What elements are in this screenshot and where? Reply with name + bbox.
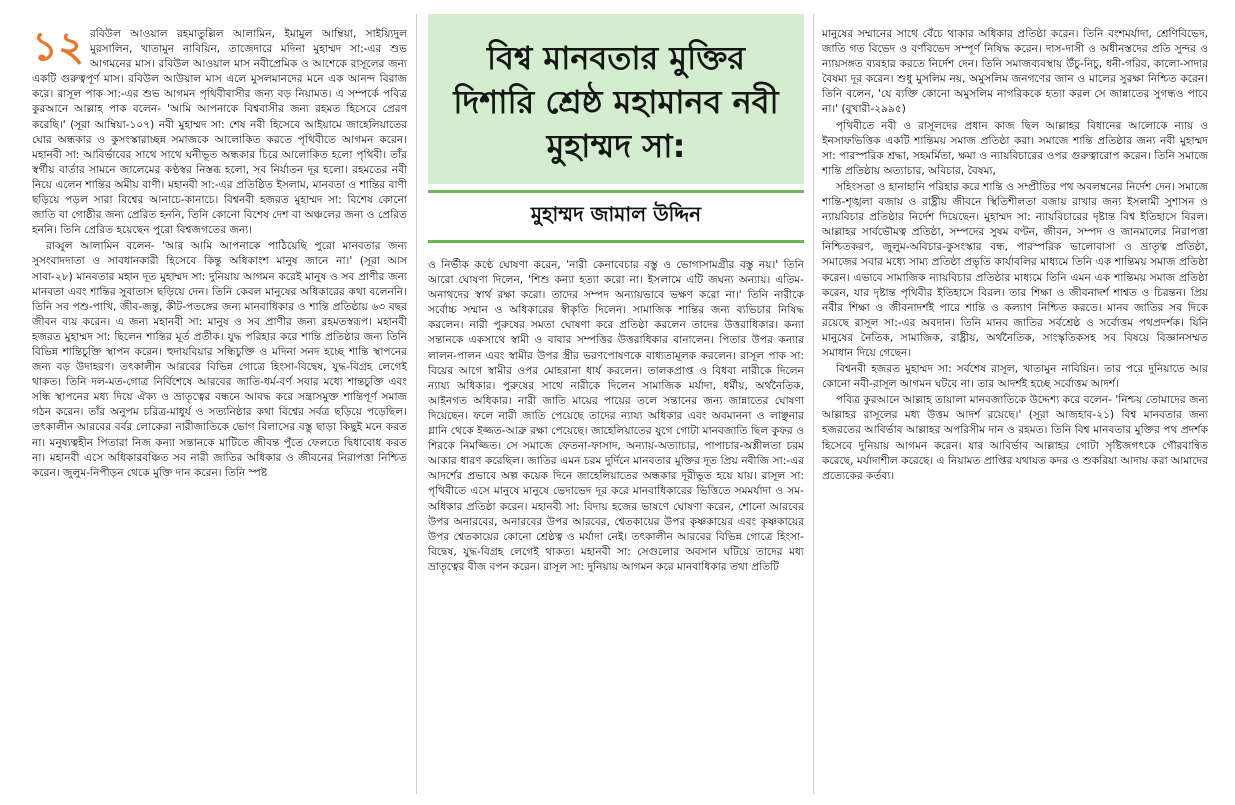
paragraph: মানুষের সম্মানের সাথে বেঁচে থাকার অধিকার প্রতিষ্ঠা করেন। তিনি বংশমর্যাদা, শ্রেণিবিভেদ, জাতি গত বিভেদ ও বর্ণবিভেদ সম্পূর্ণ নিষিদ্ধ করেন। দাস-দাসী ও অধীনস্তদের প্রতি সুন্দর ও ন্যায়সঙ্গত ব্যবহার করতে নির্দেশ দেন। তিনি সমাজব্যবস্থায় উঁচু-নিচু, ধনী-গরিব, কালো-সাদার বৈষম্য দূর করেন। শুধু মুসলিম নয়, অমুসলিম জনগণের জান ও মালের সুরক্ষা নিশ্চিত করেন। তিনি বলেন, 'যে ব্যক্তি কোনো অমুসলিম নাগরিককে হত্যা করল সে জান্নাতের সুগন্ধও পাবে না।' (বুখারী-২৯৯৫) [822, 28, 1208, 116]
article-column-2 [428, 258, 804, 798]
article-column-1 [32, 27, 407, 797]
headline: বিশ্ব মানবতার মুক্তির দিশারি শ্রেষ্ঠ মহামানব নবী মুহাম্মদ সা: [453, 39, 779, 165]
paragraph: রাব্বুল আলামিন বলেন- 'আর আমি আপনাকে পাঠিয়েছি পুরো মানবতার জন্য সুসংবাদদাতা ও সাবধানকারী হিসেবে কিন্তু অধিকাংশ মানুষ জানে না।' (সূরা আস সাবা-২৮) মানবতার মহান দূত মুহাম্মদ সা: দুনিয়ায় আগমন করেই মানুষ ও সব প্রাণীর জন্য মানবতা এবং শান্তির সুবাতাস ছড়িয়ে দেন। তিনি কেবল মানুষের অধিকারের কথা বলেননি। তিনি সব পশু-পাখি, জীব-জন্তু, কীট-পতঙ্গের জন্য মানবাধিকার ও শান্তি প্রতিষ্ঠায় ৬৩ বছর জীবন ব্যয় করেন। এ জন্য মহানবী সা: মানুষ ও সব প্রাণীর জন্য রহমতস্বরূপ। মহানবী হজরত মুহাম্মদ সা: ছিলেন শান্তির মূর্ত প্রতীক। যুদ্ধ পরিহার করে শান্তি প্রতিষ্ঠার জন্য তিনি বিভিন্ন শান্তিচুক্তি স্থাপন করেন। হুদায়বিয়ার সন্ধিচুক্তি ও মদিনা সনদ হচ্ছে শান্তি স্থাপনের জন্য বড় উদাহরণ। তৎকালীন আরবের বিভিন্ন গোত্রে হিংসা-বিদ্বেষ, যুদ্ধ-বিগ্রহ লেগেই থাকত। তিনি দল-মত-গোত্র নির্বিশেষে আরবের জাতি-ধর্ম-বর্ণ সবার মধ্যে শান্তচুক্তি এবং সন্ধি স্থাপনের মধ্য দিয়ে ঐক্য ও ভ্রাতৃত্বের বন্ধনে আবদ্ধ করে সন্ত্রাসমুক্ত শান্তিপূর্ণ সমাজ গঠন করেন। তাঁর অনুপম চরিত্র-মাধুর্য ও সত্যনিষ্ঠার কথা বিশ্বের সর্বত্র ছড়িয়ে পড়েছিল। তৎকালীন আরবের বর্বর লোকেরা নারীজাতিকে ভোগ বিলাসের বস্তু ছাড়া কিছুই মনে করত না। মনুষ্যত্বহীন পিতারা নিজ কন্যা সন্তানকে মাটিতে জীবন্ত পুঁতে ফেলতে দ্বিধাবোধ করত না। মহানবী এসে অধিকারবঞ্চিত সব নারী জাতির অধিকার ও জীবনের নিরাপত্তা নিশ্চিত করেন। জুলুম-নিপীড়ন থেকে মুক্তি দান করেন। তিনি স্পষ্ট [32, 240, 407, 479]
byline-rule [428, 240, 804, 243]
paragraph: সহিংসতা ও হানাহানি পরিহার করে শান্তি ও সম্প্রীতির পথ অবলম্বনের নির্দেশ দেন। সমাজে শান্তি-শৃঙ্খলা বজায় ও রাষ্ট্রীয় জীবনে স্থিতিশীলতা বজায় রাখার জন্য ইসলামী সুশাসন ও ন্যায়বিচার প্রতিষ্ঠার নির্দেশ দিয়েছেন। মুহাম্মদ সা: ন্যায়বিচারের দৃষ্টান্ত বিশ্ব ইতিহাসে বিরল। আল্লাহর সার্বভৌমত্ব প্রতিষ্ঠা, সম্পদের সুষম বণ্টন, জীবন, সম্পদ ও জানমালের নিরাপত্তা নিশ্চিতকরণ, জুলুম-অবিচার-কুসংস্কার বন্ধ, পারস্পরিক ভালোবাসা ও ভ্রাতৃত্ব প্রতিষ্ঠা, সমাজের সবার মধ্যে সাম্য প্রতিষ্ঠা প্রভৃতি কার্যাবলির মাধ্যমে তিনি এক শান্তিময় সমাজ প্রতিষ্ঠা করেন। এভাবে সামাজিক ন্যায়বিচার প্রতিষ্ঠার মাধ্যমে তিনি এমন এক শান্তিময় সমাজ প্রতিষ্ঠা করেন, যার দৃষ্টান্ত পৃথিবীর ইতিহাসে বিরল। তার শিক্ষা ও জীবনাদর্শ শাশ্বত ও চিরন্তন। প্রিয় নবীর শিক্ষা ও জীবনাদর্শই পারে শান্তি ও কল্যাণ নিশ্চিত করতে। মানব জাতির সব দিকে রয়েছে রাসূল সা:-এর অবদান। তিনি মানব জাতির সর্বশ্রেষ্ঠ ও সর্বোত্তম পথপ্রদর্শক। যিনি মানুষের নৈতিক, সামাজিক, রাষ্ট্রীয়, অর্থনৈতিক, সাংস্কৃতিকসহ সব বিষয়ে বিজ্ঞানসম্মত সমাধান দিয়ে গেছেন। [822, 180, 1208, 359]
paragraph: বিশ্বনবী হজরত মুহাম্মদ সা: সর্বশেষ রাসূল, খাতামুন নাবিয়িন। তার পরে দুনিয়াতে আর কোনো নবী-রাসূল আগমন ঘটবে না। তার আদর্শই হচ্ছে সর্বোত্তম আদর্শ। [822, 363, 1208, 391]
paragraph: পবিত্র কুরআনে আল্লাহ তায়ালা মানবজাতিকে উদ্দেশ্য করে বলেন- 'নিশ্চয় তোমাদের জন্য আল্লাহর রাসূলের মধ্য উত্তম আদর্শ রয়েছে।' (সূরা আজহাব-২১) বিশ্ব মানবতার জন্য হজরতের আবির্ভাব আল্লাহর অপরিসীম দান ও রহমত। তিনি বিশ্ব মানবতার মুক্তির পথ প্রদর্শক হিসেবে দুনিয়ায় আগমন করেন। যার আবির্ভাব আল্লাহর গোটা সৃষ্টিজগৎকে গৌরবান্বিত করেছে, মর্যাদাশীল করেছে। এ নিয়ামত প্রাপ্তির যথাযত কদর ও শুকরিয়া আদায় করা আমাদের প্রত্যেকের কর্তব্য। [822, 394, 1208, 482]
paragraph: পৃথিবীতে নবী ও রাসূলদের প্রধান কাজ ছিল আল্লাহর বিধানের আলোকে ন্যায় ও ইনসাফভিত্তিক একটি শান্তিময় সমাজ প্রতিষ্ঠা করা। সমাজে শান্তি প্রতিষ্ঠার জন্য নবী মুহাম্মদ সা: পারস্পরিক শ্রদ্ধা, সহমর্মিতা, ক্ষমা ও ন্যায়বিচারের ওপর গুরুত্বারোপ করেন। তিনি সমাজে শান্তি প্রতিষ্ঠায় অত্যাচার, অবিচার, বৈষম্য, [822, 119, 1208, 177]
headline-box [428, 14, 804, 184]
column-divider [813, 14, 814, 794]
byline: মুহাম্মদ জামাল উদ্দিন [530, 202, 702, 226]
column-divider [416, 14, 417, 794]
paragraph: ও নির্ভীক কণ্ঠে ঘোষণা করেন, 'নারী কেনাবেচার বস্তু ও ভোগাসামগ্রীর বস্তু নয়।' তিনি আরো ঘোষণা দিলেন, 'শিশু কন্যা হত্যা করো না। ইসলামে এটি জঘন্য অন্যায়। এতিম-অনাথদের স্বার্থ রক্ষা করো। তাদের সম্পদ অন্যায়ভাবে ভক্ষণ করো না।' তিনি নারীকে সর্বোচ্চ সম্মান ও অধিকারের স্বীকৃতি দিলেন। সামাজিক শান্তির জন্য ব্যভিচার নিষিদ্ধ করলেন। নারী পুরুষের সমতা ঘোষণা করে প্রতিষ্ঠা করলেন তাদের উত্তরাধিকার। কন্যা সন্তানকে একসাথে স্বামী ও বাবার সম্পত্তির উত্তরাধিকার বানালেন। পিতার উপর কন্যার লালন-পালন এবং স্বামীর উপর স্ত্রীর ভরণপোষণকে বাধ্যতামূলক করলেন। রাসূল পাক সা: বিয়ের আগে স্বামীর ওপর মোহরানা ধার্য করলেন। তালকপ্রাপ্ত ও বিধবা নারীকে দিলেন ন্যায্য অধিকার। পুরুষের সাথে নারীকে দিলেন সামাজিক মর্যাদা, ধর্মীয়, অর্থনৈতিক, আইনগত অধিকার। নারী জাতি মায়ের পায়ের তলে সন্তানের জন্য জান্নাতের ঘোষণা দিয়েছেন। ফলে নারী জাতি পেয়েছে তাদের ন্যায্য অধিকার এবং অবমাননা ও লাঞ্ছনার গ্লানি থেকে ইজ্জত-আব্রু রক্ষা পেয়েছে। জাহেলিয়াতের যুগে গোটা মানবজাতি ছিল কুফর ও শিরকে নিমজ্জিত। সে সমাজে ফেতনা-ফাসাদ, অন্যায়-অত্যাচার, পাপাচার-অশ্লীলতা চরম আকার ধারণ করেছিল। জাতির এমন চরম দুর্দিনে মানবতার মুক্তির দূত প্রিয় নবীজি সা:-এর আদর্শের প্রভাবে অল্প কয়েক দিনে জাহেলিয়াতের অন্ধকার দূরীভূত হয়ে যায়। রাসূল সা: পৃথিবীতে এসে মানুষে মানুষে ভেদাভেদ দূর করে মানবাধিকারের ভিত্তিতে সমমর্যাদা ও সম-অধিকার প্রতিষ্ঠা করেন। মহানবী সা: বিদায় হজের ভাষণে ঘোষণা করেন, শোনো আরবের উপর অনারবের, অনারবের উপর আরবের, শ্বেতকায়ের উপর কৃষ্ণকায়ের এবং কৃষ্ণকায়ের উপর শ্বেতকায়ের কোনো শ্রেষ্ঠত্ব ও মর্যাদা নেই। তৎকালীন আরবের বিভিন্ন গোত্রে হিংসা-বিদ্বেষ, যুদ্ধ-বিগ্রহ লেগেই থাকত। মহানবী সা: সেগুলোর অবসান ঘটিয়ে তাদের মধ্য ভ্রাতৃত্বের বীজ বপন করেন। রাসূল সা: দুনিয়ায় আগমন করে মানবাধিকার তথা প্রতিটি [428, 259, 804, 573]
paragraph: রবিউল আওয়াল রহমাতুল্লিল আলামিন, ইমামুল আম্বিয়া, সাইয়্যিদুল মুরসালিন, খাতামুন নাবিয়িন, তাজেদারে মদিনা মুহাম্মদ সা:-এর শুভ আগমনের মাস। রবিউল আওয়াল মাস নবীপ্রেমিক ও আশেকে রাসূলের জন্য একটি গুরুত্বপূর্ণ মাস। রবিউল আউয়াল মাস এলে মুসলমানদের মনে এক আনন্দ বিরাজ করে। রাসূল পাক সা:-এর শুভ আগমন পৃথিবীবাসীর জন্য বড় নিয়ামত। এ সম্পর্কে পবিত্র কুরআনে আল্লাহ পাক বলেন- 'আমি আপনাকে বিশ্ববাসীর জন্য রহমত হিসেবে প্রেরণ করেছি।' (সূরা আম্বিয়া-১০৭) নবী মুহাম্মদ সা: শেষ নবী হিসেবে আইয়ামে জাহেলিয়াতের ঘোর অন্ধকার ও কুসংস্কারাচ্ছন্ন সমাজকে আলোকিত করতে পৃথিবীতে আগমন করেন। মহানবী সা: আবির্ভাবের সাথে সাথে ঘনীভূত অন্ধকার চিরে আলোকিত হলো পৃথিবী। তাঁর স্বর্গীয় বার্তার সামনে জালেমের কণ্ঠস্বর নিস্তব্ধ হলো, সব নির্যাতন দূর হলো। রহমতের নবী নিয়ে এলেন শান্তির অমীয় বাণী। মহানবী সা:-এর প্রতিষ্ঠিত ইসলাম, মানবতা ও শান্তির বাণী ছড়িয়ে পড়ল সারা বিশ্বের আনাচে-কানাচে। বিশ্বনবী হজরত মুহাম্মদ সা: বিশেষ কোনো জাতি বা গোষ্ঠীর জন্য প্রেরিত হননি, তিনি কোনো বিশেষ দেশ বা অঞ্চলের জন্য ও প্রেরিত হননি। তিনি প্রেরিত হয়েছেন পুরো বিশ্বজগতের জন্য। [32, 28, 407, 237]
article-column-3 [822, 27, 1208, 797]
headline-rule [428, 190, 804, 193]
drop-cap: ১২ [32, 27, 84, 70]
